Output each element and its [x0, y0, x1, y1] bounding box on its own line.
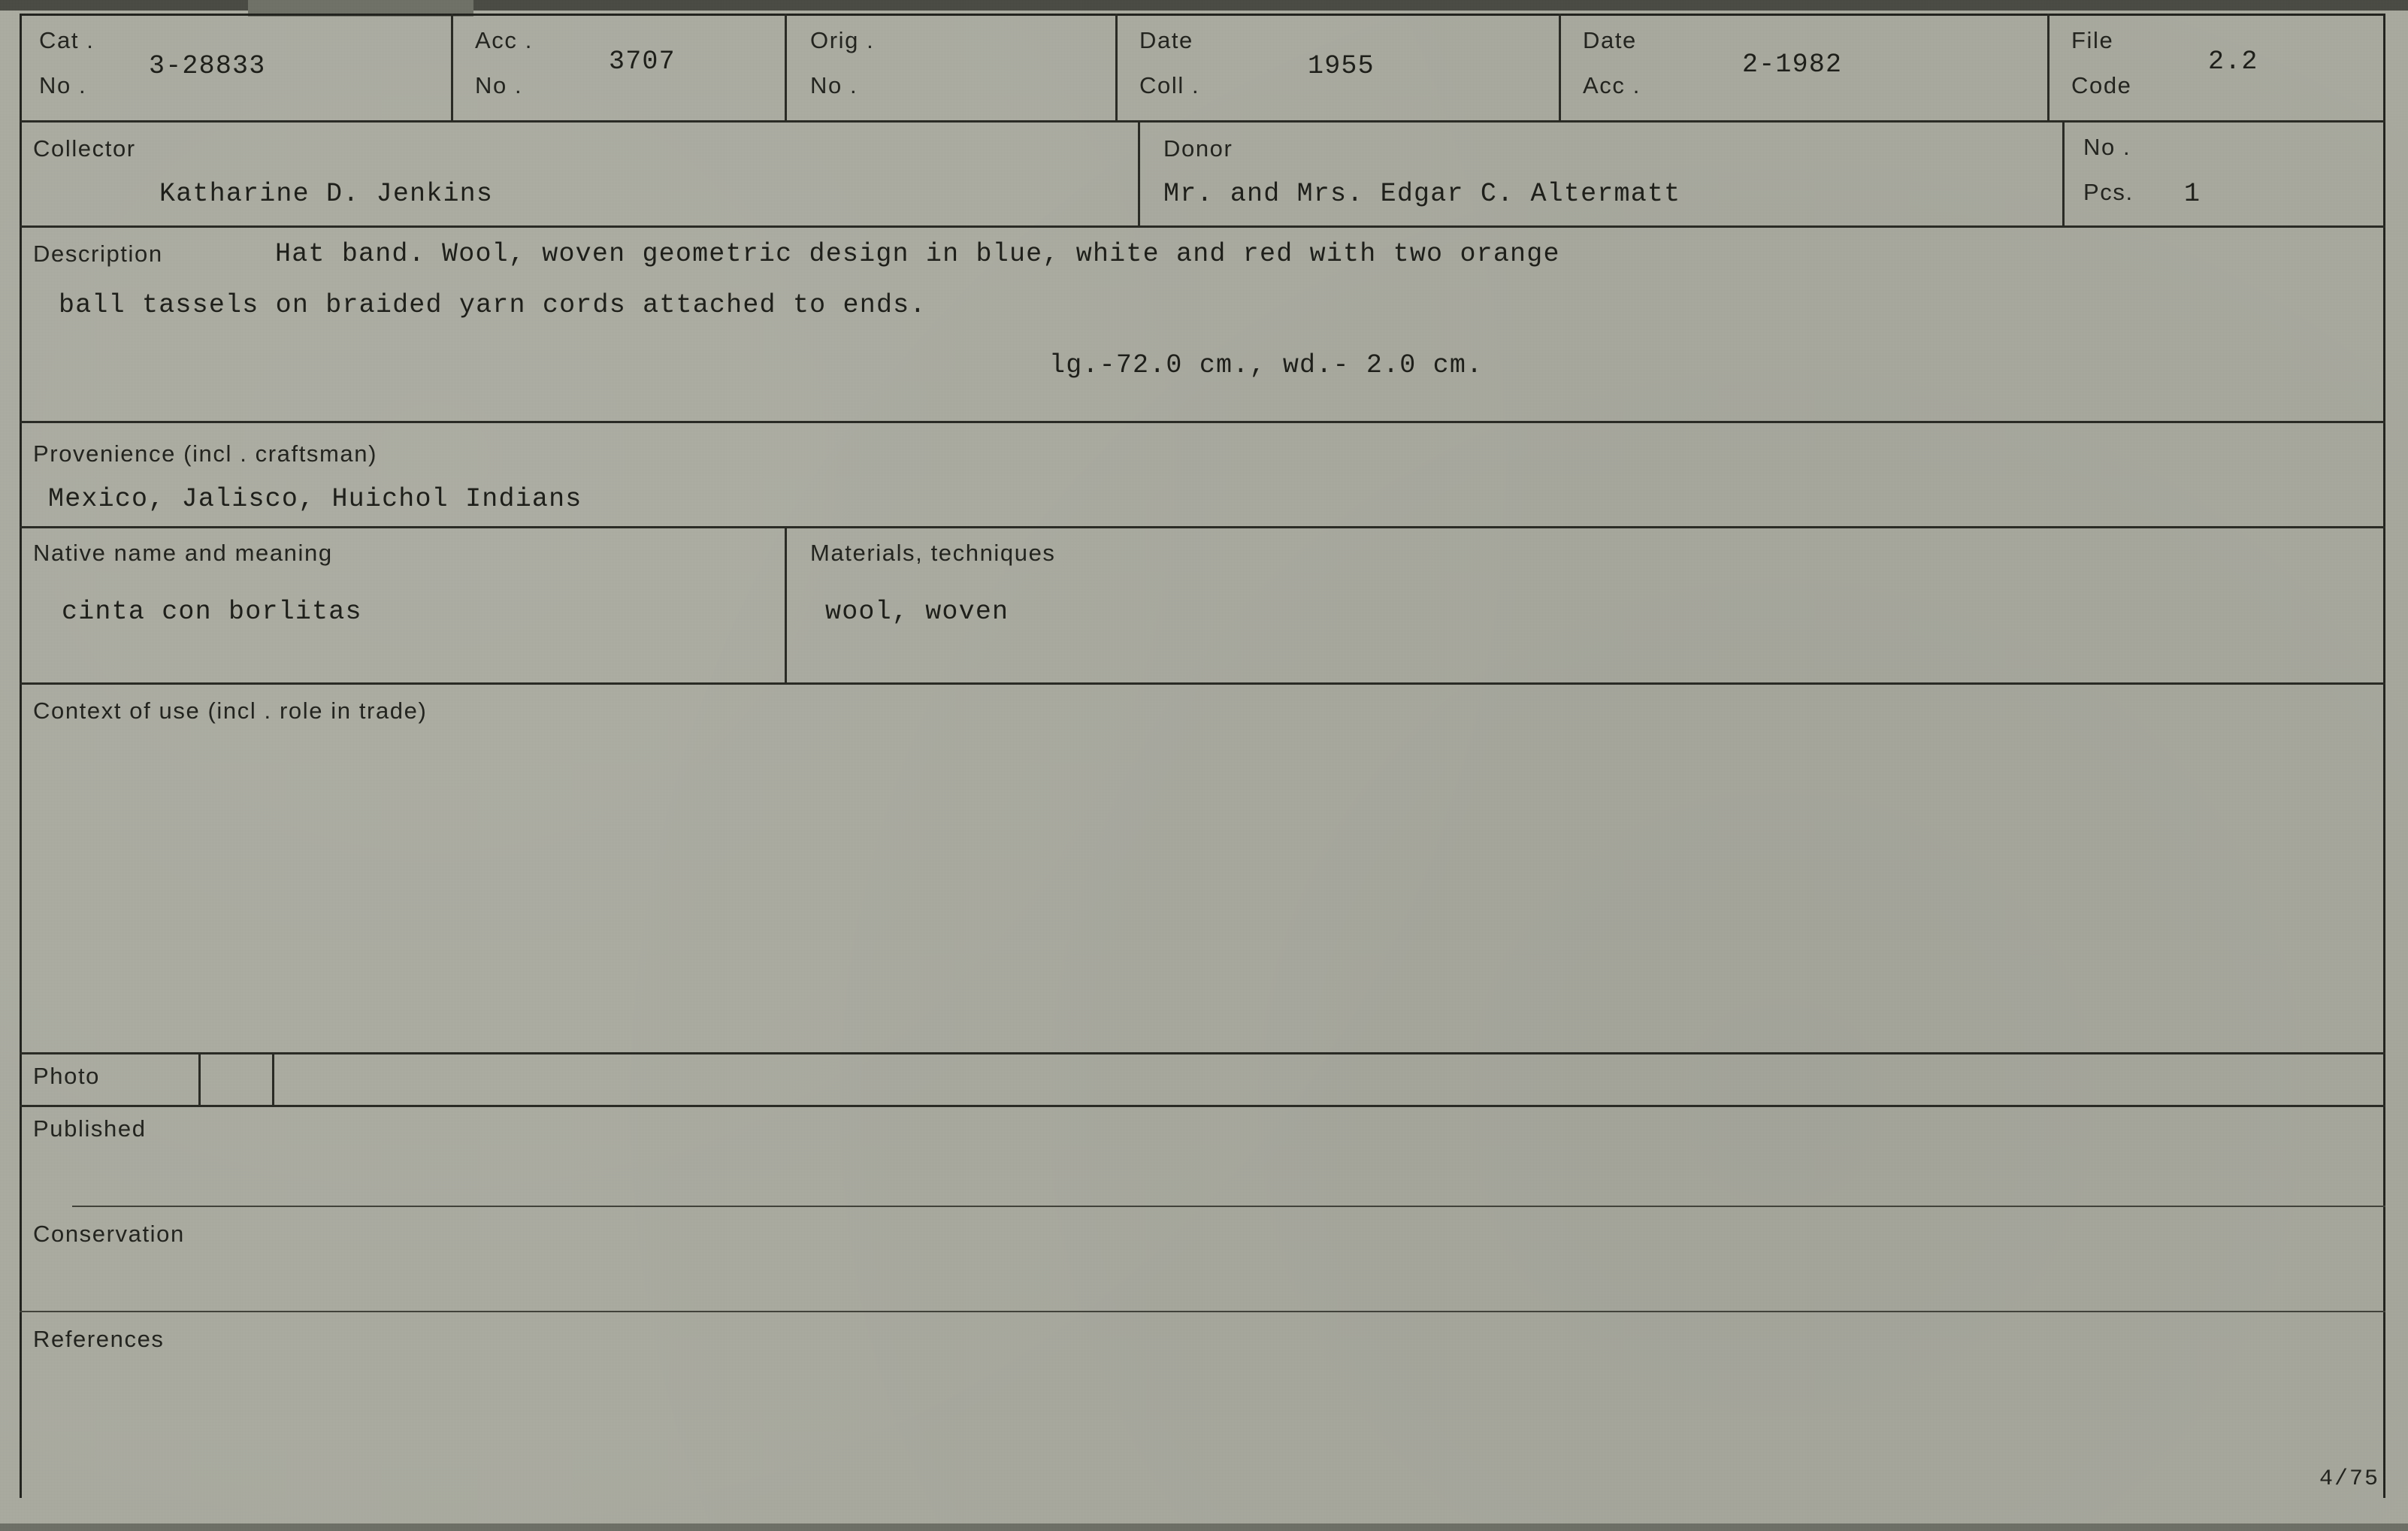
- acc-no-label-line2: No .: [475, 72, 523, 98]
- card-bottom-edge: [0, 1523, 2408, 1531]
- rule-photo-bottom: [20, 1105, 2385, 1107]
- date-coll-label-line1: Date: [1139, 27, 1193, 53]
- rule-cat-acc: [451, 14, 453, 120]
- donor-label: Donor: [1163, 135, 1233, 162]
- description-line-1: Hat band. Wool, woven geometric design in blue, white and red with two orange: [275, 239, 1560, 269]
- date-coll-value: 1955: [1308, 51, 1375, 81]
- rule-description-bottom: [20, 421, 2385, 423]
- description-measurements: lg.-72.0 cm., wd.- 2.0 cm.: [1049, 350, 1484, 380]
- cat-no-label-line1: Cat .: [39, 27, 95, 53]
- rule-dateacc-filecode: [2047, 14, 2050, 120]
- rule-orig-datecoll: [1115, 14, 1118, 120]
- acc-no-value: 3707: [609, 47, 676, 77]
- rule-published-bottom: [72, 1206, 2385, 1207]
- rule-native-materials: [785, 526, 787, 682]
- acc-no-label-line1: Acc .: [475, 27, 533, 53]
- pieces-value: 1: [2184, 179, 2201, 209]
- rule-conservation-bottom: [20, 1311, 2385, 1312]
- description-label: Description: [33, 241, 163, 267]
- rule-photo-cell2: [272, 1052, 274, 1105]
- materials-label: Materials, techniques: [810, 540, 1056, 566]
- rule-collector-donor: [1138, 120, 1140, 225]
- references-label: References: [33, 1326, 165, 1352]
- native-name-label: Native name and meaning: [33, 540, 333, 566]
- description-line-2: ball tassels on braided yarn cords attached to ends.: [59, 290, 927, 320]
- page-number: 4/75: [2319, 1466, 2379, 1492]
- pieces-label-line2: Pcs.: [2083, 179, 2134, 205]
- card-border: [20, 14, 2385, 1498]
- rule-datecoll-dateacc: [1559, 14, 1561, 120]
- date-acc-label-line2: Acc .: [1583, 72, 1641, 98]
- provenience-label: Provenience (incl . craftsman): [33, 440, 378, 467]
- provenience-value: Mexico, Jalisco, Huichol Indians: [48, 484, 582, 514]
- date-acc-value: 2-1982: [1742, 50, 1843, 80]
- rule-photo-cell1: [198, 1052, 201, 1105]
- donor-value: Mr. and Mrs. Edgar C. Altermatt: [1163, 179, 1681, 209]
- file-code-label-line2: Code: [2071, 72, 2132, 98]
- rule-provenience-bottom: [20, 526, 2385, 528]
- materials-value: wool, woven: [825, 597, 1009, 627]
- context-of-use-label: Context of use (incl . role in trade): [33, 697, 428, 724]
- conservation-label: Conservation: [33, 1221, 185, 1247]
- rule-row2-bottom: [20, 225, 2385, 228]
- collector-label: Collector: [33, 135, 136, 162]
- native-name-value: cinta con borlitas: [62, 597, 362, 627]
- date-acc-label-line1: Date: [1583, 27, 1637, 53]
- rule-acc-orig: [785, 14, 787, 120]
- photo-label: Photo: [33, 1063, 101, 1089]
- cat-no-label-line2: No .: [39, 72, 87, 98]
- file-code-value: 2.2: [2208, 47, 2258, 77]
- date-coll-label-line2: Coll .: [1139, 72, 1200, 98]
- rule-native-bottom: [20, 682, 2385, 685]
- cat-no-value: 3-28833: [149, 51, 266, 81]
- file-code-label-line1: File: [2071, 27, 2114, 53]
- rule-row1-bottom: [20, 120, 2385, 123]
- rule-donor-pieces: [2062, 120, 2065, 225]
- orig-no-label-line2: No .: [810, 72, 858, 98]
- pieces-label-line1: No .: [2083, 134, 2131, 160]
- orig-no-label-line1: Orig .: [810, 27, 875, 53]
- collector-value: Katharine D. Jenkins: [159, 179, 494, 209]
- published-label: Published: [33, 1115, 147, 1142]
- rule-photo-top: [20, 1052, 2385, 1054]
